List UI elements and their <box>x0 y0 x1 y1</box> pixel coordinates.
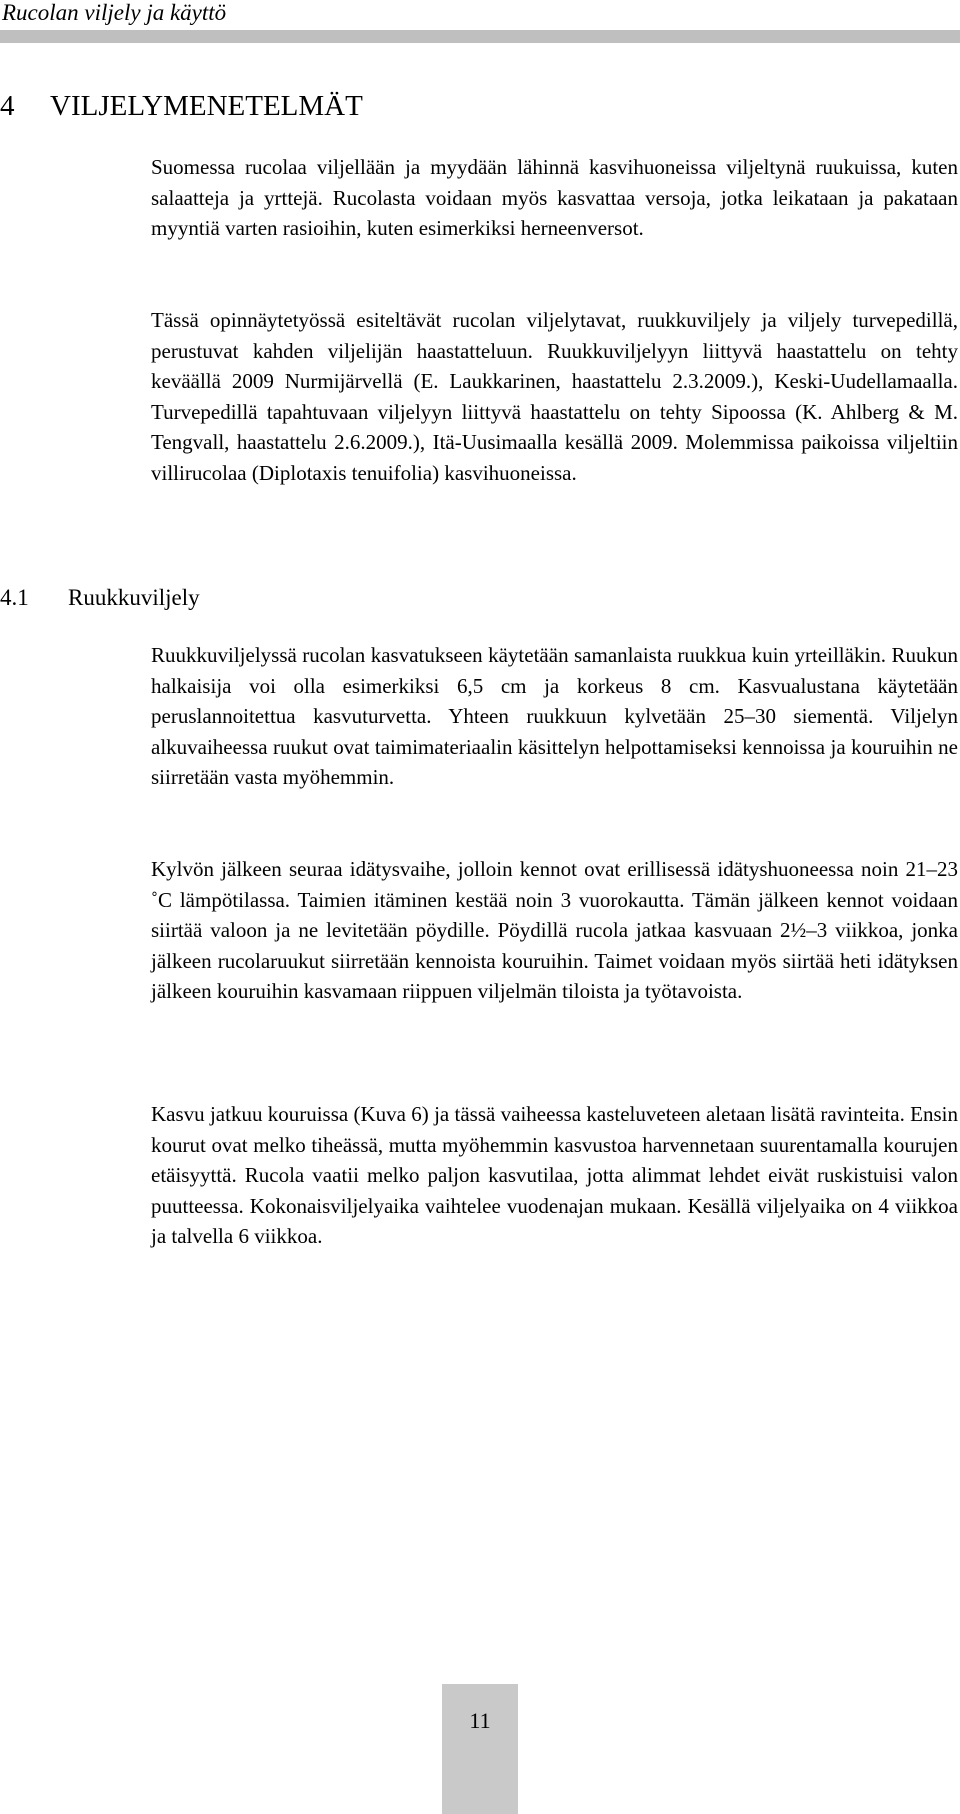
chapter-heading <box>0 88 363 124</box>
section-title: Ruukkuviljely <box>68 585 200 610</box>
page-number-box <box>442 1684 518 1814</box>
chapter-title: VILJELYMENETELMÄT <box>50 90 363 122</box>
chapter-paragraph-1: Suomessa rucolaa viljellään ja myydään lähinnä kasvihuoneissa viljeltynä ruukuissa, kuten salaatteja ja yrttejä. Rucolasta voidaan myös kasvattaa versoja, jotka leikataan ja pakataan myyntiä varten rasioihin, kuten esimerkiksi herneenversot. <box>151 155 958 240</box>
chapter-number: 4 <box>0 90 15 122</box>
section-paragraph-3: Kasvu jatkuu kouruissa (Kuva 6) ja tässä vaiheessa kasteluveteen aletaan lisätä ravinteita. Ensin kourut ovat melko tiheässä, mutta myöhemmin kasvustoa harvennetaan suurentamalla kourujen etäisyyttä. Rucola vaatii melko paljon kasvutilaa, jotta alimmat lehdet eivät ruskistuisi valon puutteessa. Kokonaisviljelyaika vaihtelee vuodenajan mukaan. Kesällä viljelyaika on 4 viikkoa ja talvella 6 viikkoa. <box>151 1102 958 1248</box>
section-heading <box>0 583 200 613</box>
running-header <box>0 0 960 44</box>
header-rule <box>0 30 960 43</box>
section-paragraph-2: Kylvön jälkeen seuraa idätysvaihe, jolloin kennot ovat erillisessä idätyshuoneessa noin 21–23 ˚C lämpötilassa. Taimien itäminen kestää noin 3 vuorokautta. Tämän jälkeen kennot voidaan siirtää valoon ja ne levitetään pöydille. Pöydillä rucola jatkaa kasvuaan 2½–3 viikkoa, jonka jälkeen rucolaruukut siirretään kennoista kouruihin. Taimet voidaan myös siirtää heti idätyksen jälkeen kouruihin kasvamaan riippuen viljelmän tiloista ja työtavoista. <box>151 857 958 1003</box>
page-number: 11 <box>469 1708 491 1733</box>
section-paragraph-1: Ruukkuviljelyssä rucolan kasvatukseen käytetään samanlaista ruukkua kuin yrteilläkin. Ruukun halkaisija voi olla esimerkiksi 6,5 cm ja korkeus 8 cm. Kasvualustana käytetään peruslannoitettua kasvuturvetta. Yhteen ruukkuun kylvetään 25–30 siementä. Viljelyn alkuvaiheessa ruukut ovat taimimateriaalin käsittelyn helpottamiseksi kennoissa ja kouruihin ne siirretään vasta myöhemmin. <box>151 643 958 789</box>
chapter-paragraph-2: Tässä opinnäytetyössä esiteltävät rucolan viljelytavat, ruukkuviljely ja viljely turvepedillä, perustuvat kahden viljelijän haastatteluun. Ruukkuviljelyyn liittyvä haastattelu on tehty keväällä 2009 Nurmijärvellä (E. Laukkarinen, haastattelu 2.3.2009.), Keski-Uudellamaalla. Turvepedillä tapahtuvaan viljelyyn liittyvä haastattelu on tehty Sipoossa (K. Ahlberg & M. Tengvall, haastattelu 2.6.2009.), Itä-Uusimaalla kesällä 2009. Molemmissa paikoissa viljeltiin villirucolaa (Diplotaxis tenuifolia) kasvihuoneissa. <box>151 308 958 485</box>
section-number: 4.1 <box>0 585 29 610</box>
running-title: Rucolan viljely ja käyttö <box>2 0 227 25</box>
